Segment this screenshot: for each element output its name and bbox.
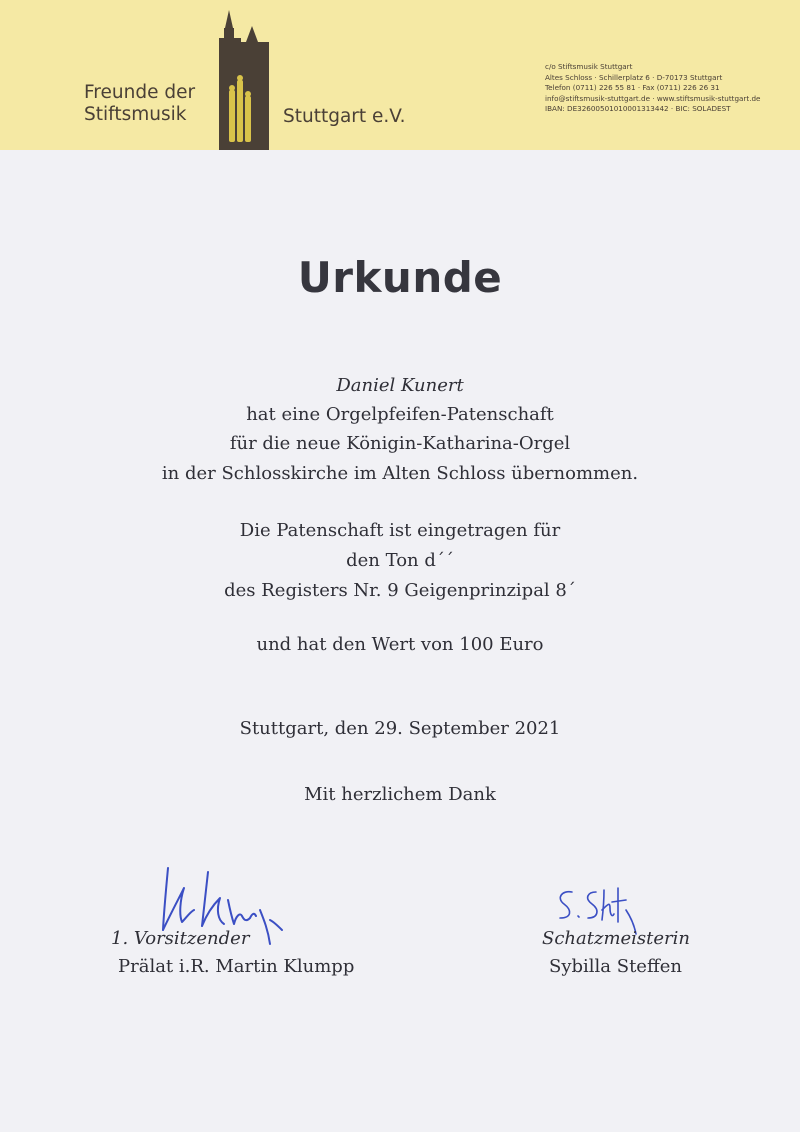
place-date: Stuttgart, den 29. September 2021: [239, 718, 561, 739]
org-name-line-2: Stiftsmusik: [84, 104, 187, 125]
contact-line: Altes Schloss · Schillerplatz 6 · D-70173 Stuttgart: [545, 72, 723, 82]
body-line: für die neue Königin-Katharina-Orgel: [229, 433, 571, 454]
body-line: in der Schlosskirche im Alten Schloss übernommen.: [161, 463, 639, 484]
org-name-line-1: Freunde der: [84, 82, 196, 103]
signature-left-role: 1. Vorsitzender: [111, 928, 250, 949]
org-name-right: Stuttgart e.V.: [283, 106, 406, 127]
registration-line: den Ton d´´: [346, 550, 454, 571]
church-tower-organ-pipes-logo: [219, 8, 269, 150]
contact-line: IBAN: DE32600501010001313442 · BIC: SOLADEST: [545, 104, 731, 113]
recipient-name: Daniel Kunert: [336, 375, 464, 396]
registration-line: Die Patenschaft ist eingetragen für: [239, 520, 561, 541]
signature-left-name: Prälat i.R. Martin Klumpp: [118, 956, 355, 977]
contact-line: c/o Stiftsmusik Stuttgart: [545, 62, 633, 71]
contact-line: info@stiftsmusik-stuttgart.de · www.stiftsmusik-stuttgart.de: [545, 93, 761, 103]
registration-line: des Registers Nr. 9 Geigenprinzipal 8´: [224, 580, 576, 601]
contact-block: [545, 62, 795, 115]
thanks-line: Mit herzlichem Dank: [304, 784, 496, 805]
contact-line: Telefon (0711) 226 55 81 · Fax (0711) 226 26 31: [545, 83, 720, 92]
value-line: und hat den Wert von 100 Euro: [256, 634, 544, 655]
org-name-left: [84, 82, 214, 126]
signature-right-role: Schatzmeisterin: [542, 928, 691, 949]
certificate-title: Urkunde: [297, 253, 503, 302]
body-line: hat eine Orgelpfeifen-Patenschaft: [246, 404, 554, 425]
signature-right-name: Sybilla Steffen: [549, 956, 682, 977]
